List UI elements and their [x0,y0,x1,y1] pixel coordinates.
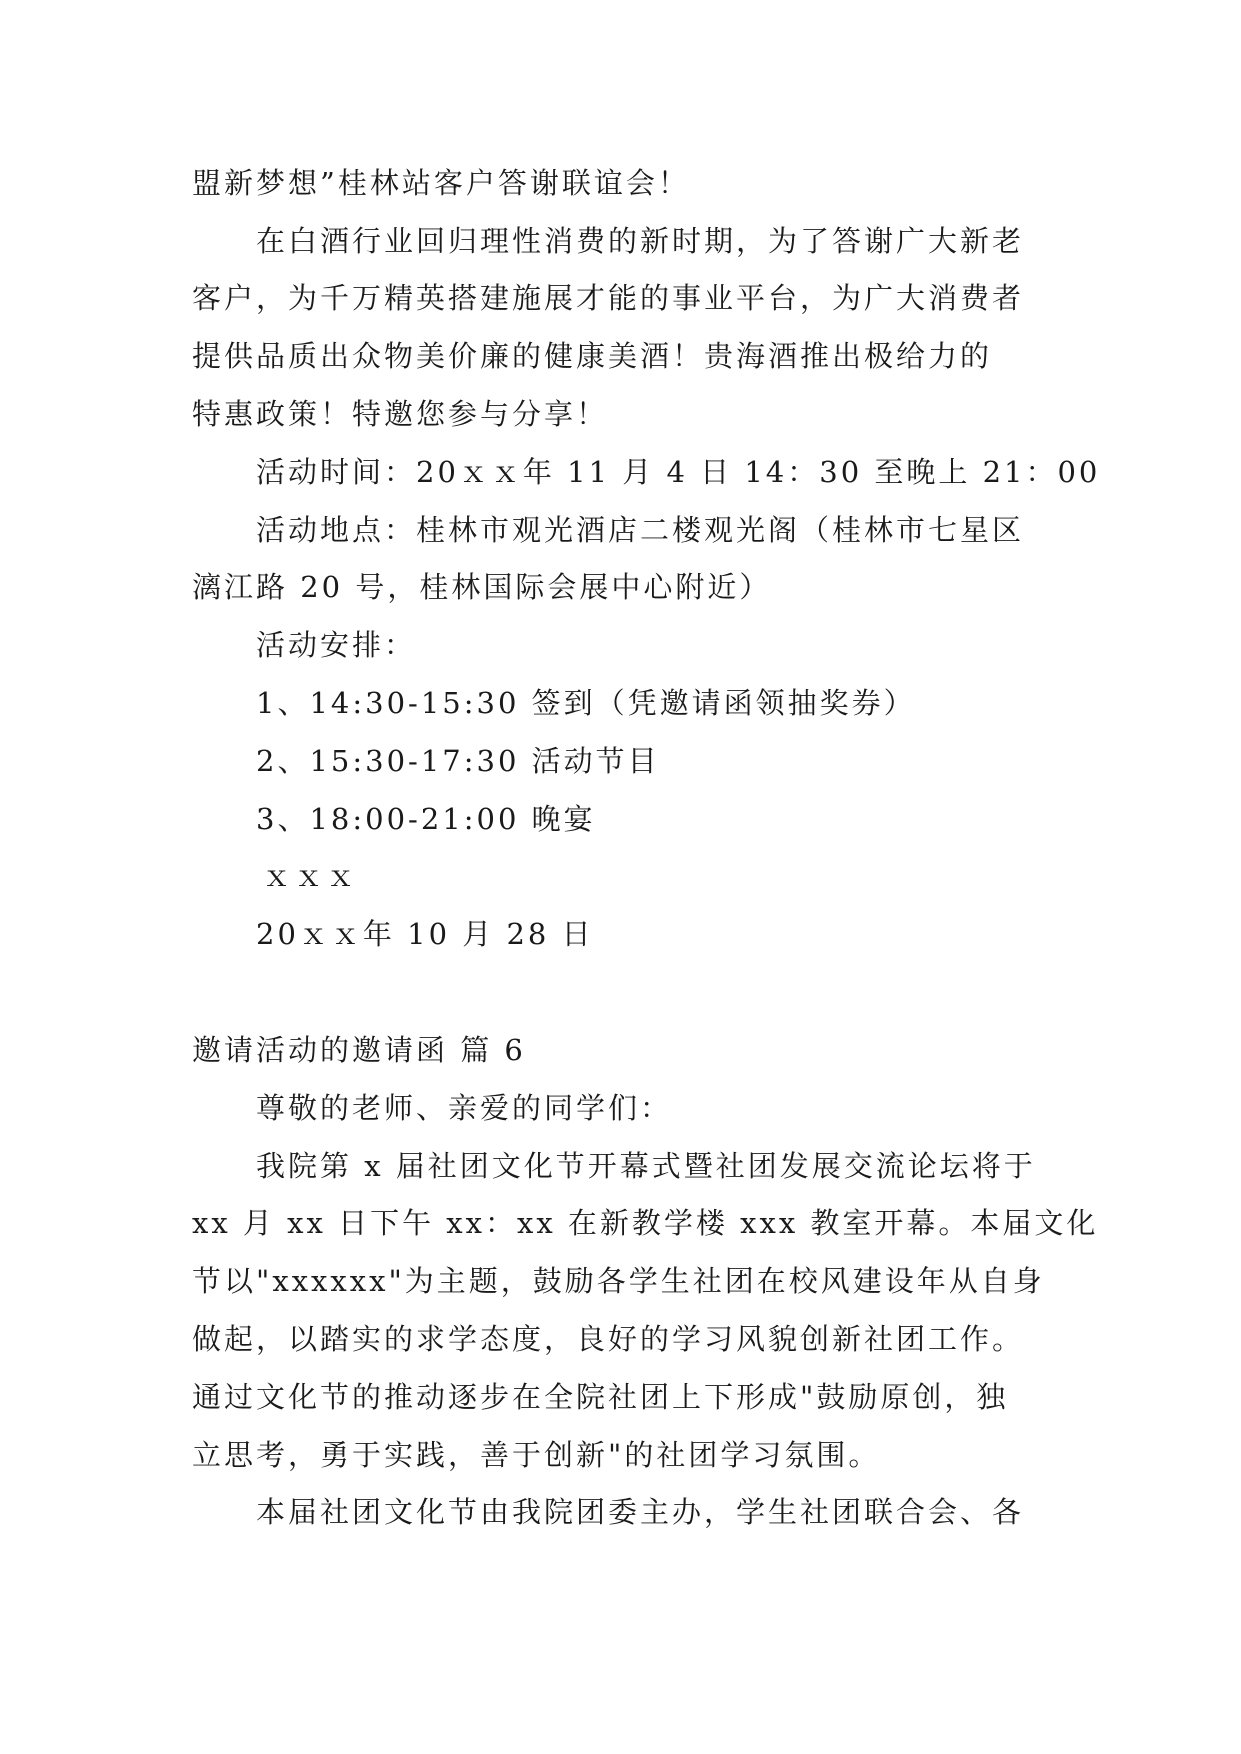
schedule-item-1: 1、14:30-15:30 签到（凭邀请函领抽奖券） [256,686,916,720]
schedule-item-3: 3、18:00-21:00 晚宴 [256,802,596,836]
body-paragraph-2-line-1: 本届社团文化节由我院团委主办，学生社团联合会、各 [256,1495,1025,1529]
letter-date: 20ｘｘ年 10 月 28 日 [256,917,594,951]
greeting: 尊敬的老师、亲爱的同学们： [256,1091,673,1125]
event-time: 活动时间：20ｘｘ年 11 月 4 日 14：30 至晚上 21：00 [256,455,1101,489]
event-location-line-1: 活动地点：桂林市观光酒店二楼观光阁（桂林市七星区 [256,513,1025,547]
event-title-tail: 盟新梦想”桂林站客户答谢联谊会！ [192,166,690,200]
intro-paragraph-line-3: 提供品质出众物美价廉的健康美酒！贵海酒推出极给力的 [192,339,993,373]
intro-paragraph-line-1: 在白酒行业回归理性消费的新时期，为了答谢广大新老 [256,224,1025,258]
signature: ｘｘｘ [262,859,359,893]
intro-paragraph-line-4: 特惠政策！特邀您参与分享！ [192,397,609,431]
schedule-item-2: 2、15:30-17:30 活动节目 [256,744,660,778]
event-location-line-2: 漓江路 20 号，桂林国际会展中心附近） [192,570,772,604]
intro-paragraph-line-2: 客户，为千万精英搭建施展才能的事业平台，为广大消费者 [192,281,1025,315]
body-paragraph-1-line-2: xx 月 xx 日下午 xx：xx 在新教学楼 xxx 教室开幕。本届文化 [192,1206,1099,1240]
body-paragraph-1-line-5: 通过文化节的推动逐步在全院社团上下形成"鼓励原创，独 [192,1380,1009,1414]
schedule-label: 活动安排： [256,628,417,662]
section-heading: 邀请活动的邀请函 篇 6 [192,1033,526,1067]
body-paragraph-1-line-3: 节以"xxxxxx"为主题，鼓励各学生社团在校风建设年从自身 [192,1264,1045,1298]
body-paragraph-1-line-1: 我院第 x 届社团文化节开幕式暨社团发展交流论坛将于 [256,1149,1036,1183]
body-paragraph-1-line-6: 立思考，勇于实践，善于创新"的社团学习氛围。 [192,1438,881,1472]
body-paragraph-1-line-4: 做起，以踏实的求学态度，良好的学习风貌创新社团工作。 [192,1322,1025,1356]
